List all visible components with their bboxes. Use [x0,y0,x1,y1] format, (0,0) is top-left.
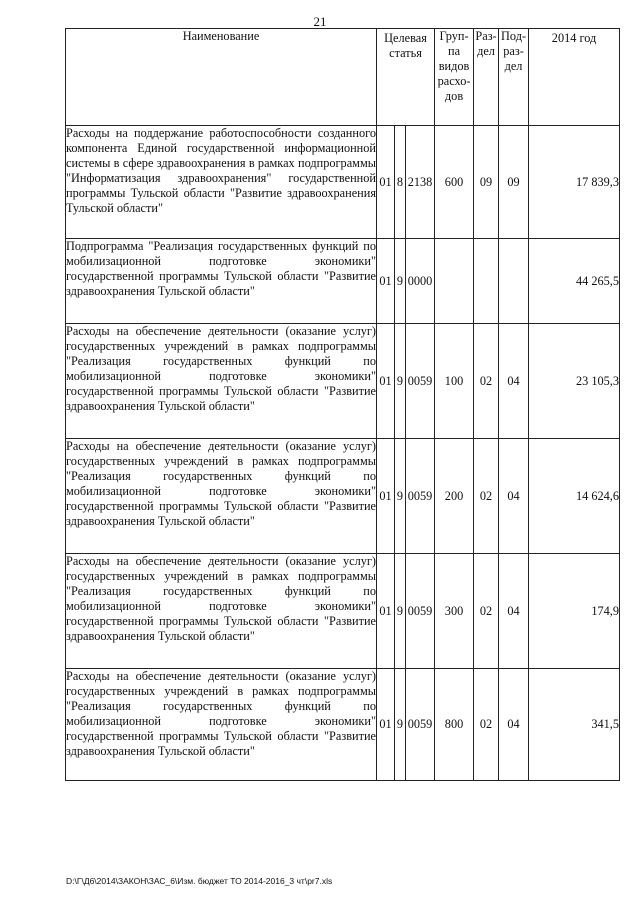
row-section: 02 [474,554,499,669]
row-section: 09 [474,126,499,239]
row-name: Подпрограмма "Реализация государственных функций по мобилизационной подготовке экономики" государственной программы Тульской области "Развитие здравоохранения Тульской области" [66,239,377,324]
row-amount: 174,9 [529,554,620,669]
row-name: Расходы на обеспечение деятельности (оказание услуг) государственных учреждений в рамках подпрограммы "Реализация государственных функций по мобилизационной подготовке экономики" государственной программы Тульской области "Развитие здравоохранения Тульской области" [66,439,377,554]
row-name: Расходы на обеспечение деятельности (оказание услуг) государственных учреждений в рамках подпрограммы "Реализация государственных функций по мобилизационной подготовке экономики" государственной программы Тульской области "Развитие здравоохранения Тульской области" [66,324,377,439]
row-article-part-3: 0059 [406,439,435,554]
row-amount: 341,5 [529,669,620,781]
row-article-part-2: 8 [395,126,406,239]
row-amount: 17 839,3 [529,126,620,239]
row-name: Расходы на поддержание работоспособности созданного компонента Единой государственной информационной системы в сфере здравоохранения в рамках подпрограммы "Информатизация здравоохранения" государственной программы Тульской области "Развитие здравоохранения Тульской области" [66,126,377,239]
row-article-part-3: 0000 [406,239,435,324]
row-section: 02 [474,669,499,781]
row-article-part-1: 01 [377,324,395,439]
row-section [474,239,499,324]
row-expense-group: 100 [435,324,474,439]
row-expense-group: 200 [435,439,474,554]
row-expense-group: 600 [435,126,474,239]
table-header-row [66,29,620,126]
header-subsection: Под-раз-дел [499,29,529,126]
budget-table [65,28,620,781]
row-expense-group [435,239,474,324]
row-subsection: 04 [499,439,529,554]
row-article-part-2: 9 [395,554,406,669]
row-article-part-2: 9 [395,669,406,781]
row-article-part-2: 9 [395,324,406,439]
row-subsection: 04 [499,554,529,669]
row-article-part-1: 01 [377,439,395,554]
header-section: Раз-дел [474,29,499,126]
row-subsection: 09 [499,126,529,239]
row-amount: 23 105,3 [529,324,620,439]
row-article-part-3: 2138 [406,126,435,239]
row-article-part-1: 01 [377,554,395,669]
file-path-footer: D:\Г\Д6\2014\ЗАКОН\ЗАС_6\Изм. бюджет ТО 2014-2016_3 чт\pr7.xls [66,876,333,886]
row-subsection: 04 [499,669,529,781]
table-row [66,669,620,781]
row-article-part-1: 01 [377,669,395,781]
row-article-part-2: 9 [395,439,406,554]
row-subsection [499,239,529,324]
header-expense-group: Груп-па видов расхо-дов [435,29,474,126]
table-row [66,126,620,239]
row-article-part-1: 01 [377,239,395,324]
table-row [66,439,620,554]
row-article-part-3: 0059 [406,669,435,781]
header-year: 2014 год [529,29,620,126]
row-section: 02 [474,439,499,554]
row-amount: 14 624,6 [529,439,620,554]
row-article-part-1: 01 [377,126,395,239]
table-row [66,554,620,669]
row-expense-group: 800 [435,669,474,781]
header-name: Наименование [66,29,377,126]
page-number: 21 [313,14,327,29]
row-article-part-3: 0059 [406,324,435,439]
row-section: 02 [474,324,499,439]
table-row [66,239,620,324]
row-name: Расходы на обеспечение деятельности (оказание услуг) государственных учреждений в рамках подпрограммы "Реализация государственных функций по мобилизационной подготовке экономики" государственной программы Тульской области "Развитие здравоохранения Тульской области" [66,554,377,669]
row-expense-group: 300 [435,554,474,669]
row-subsection: 04 [499,324,529,439]
header-target-article: Целевая статья [377,29,435,126]
row-amount: 44 265,5 [529,239,620,324]
row-article-part-2: 9 [395,239,406,324]
table-row [66,324,620,439]
row-name: Расходы на обеспечение деятельности (оказание услуг) государственных учреждений в рамках подпрограммы "Реализация государственных функций по мобилизационной подготовке экономики" государственной программы Тульской области "Развитие здравоохранения Тульской области" [66,669,377,781]
row-article-part-3: 0059 [406,554,435,669]
